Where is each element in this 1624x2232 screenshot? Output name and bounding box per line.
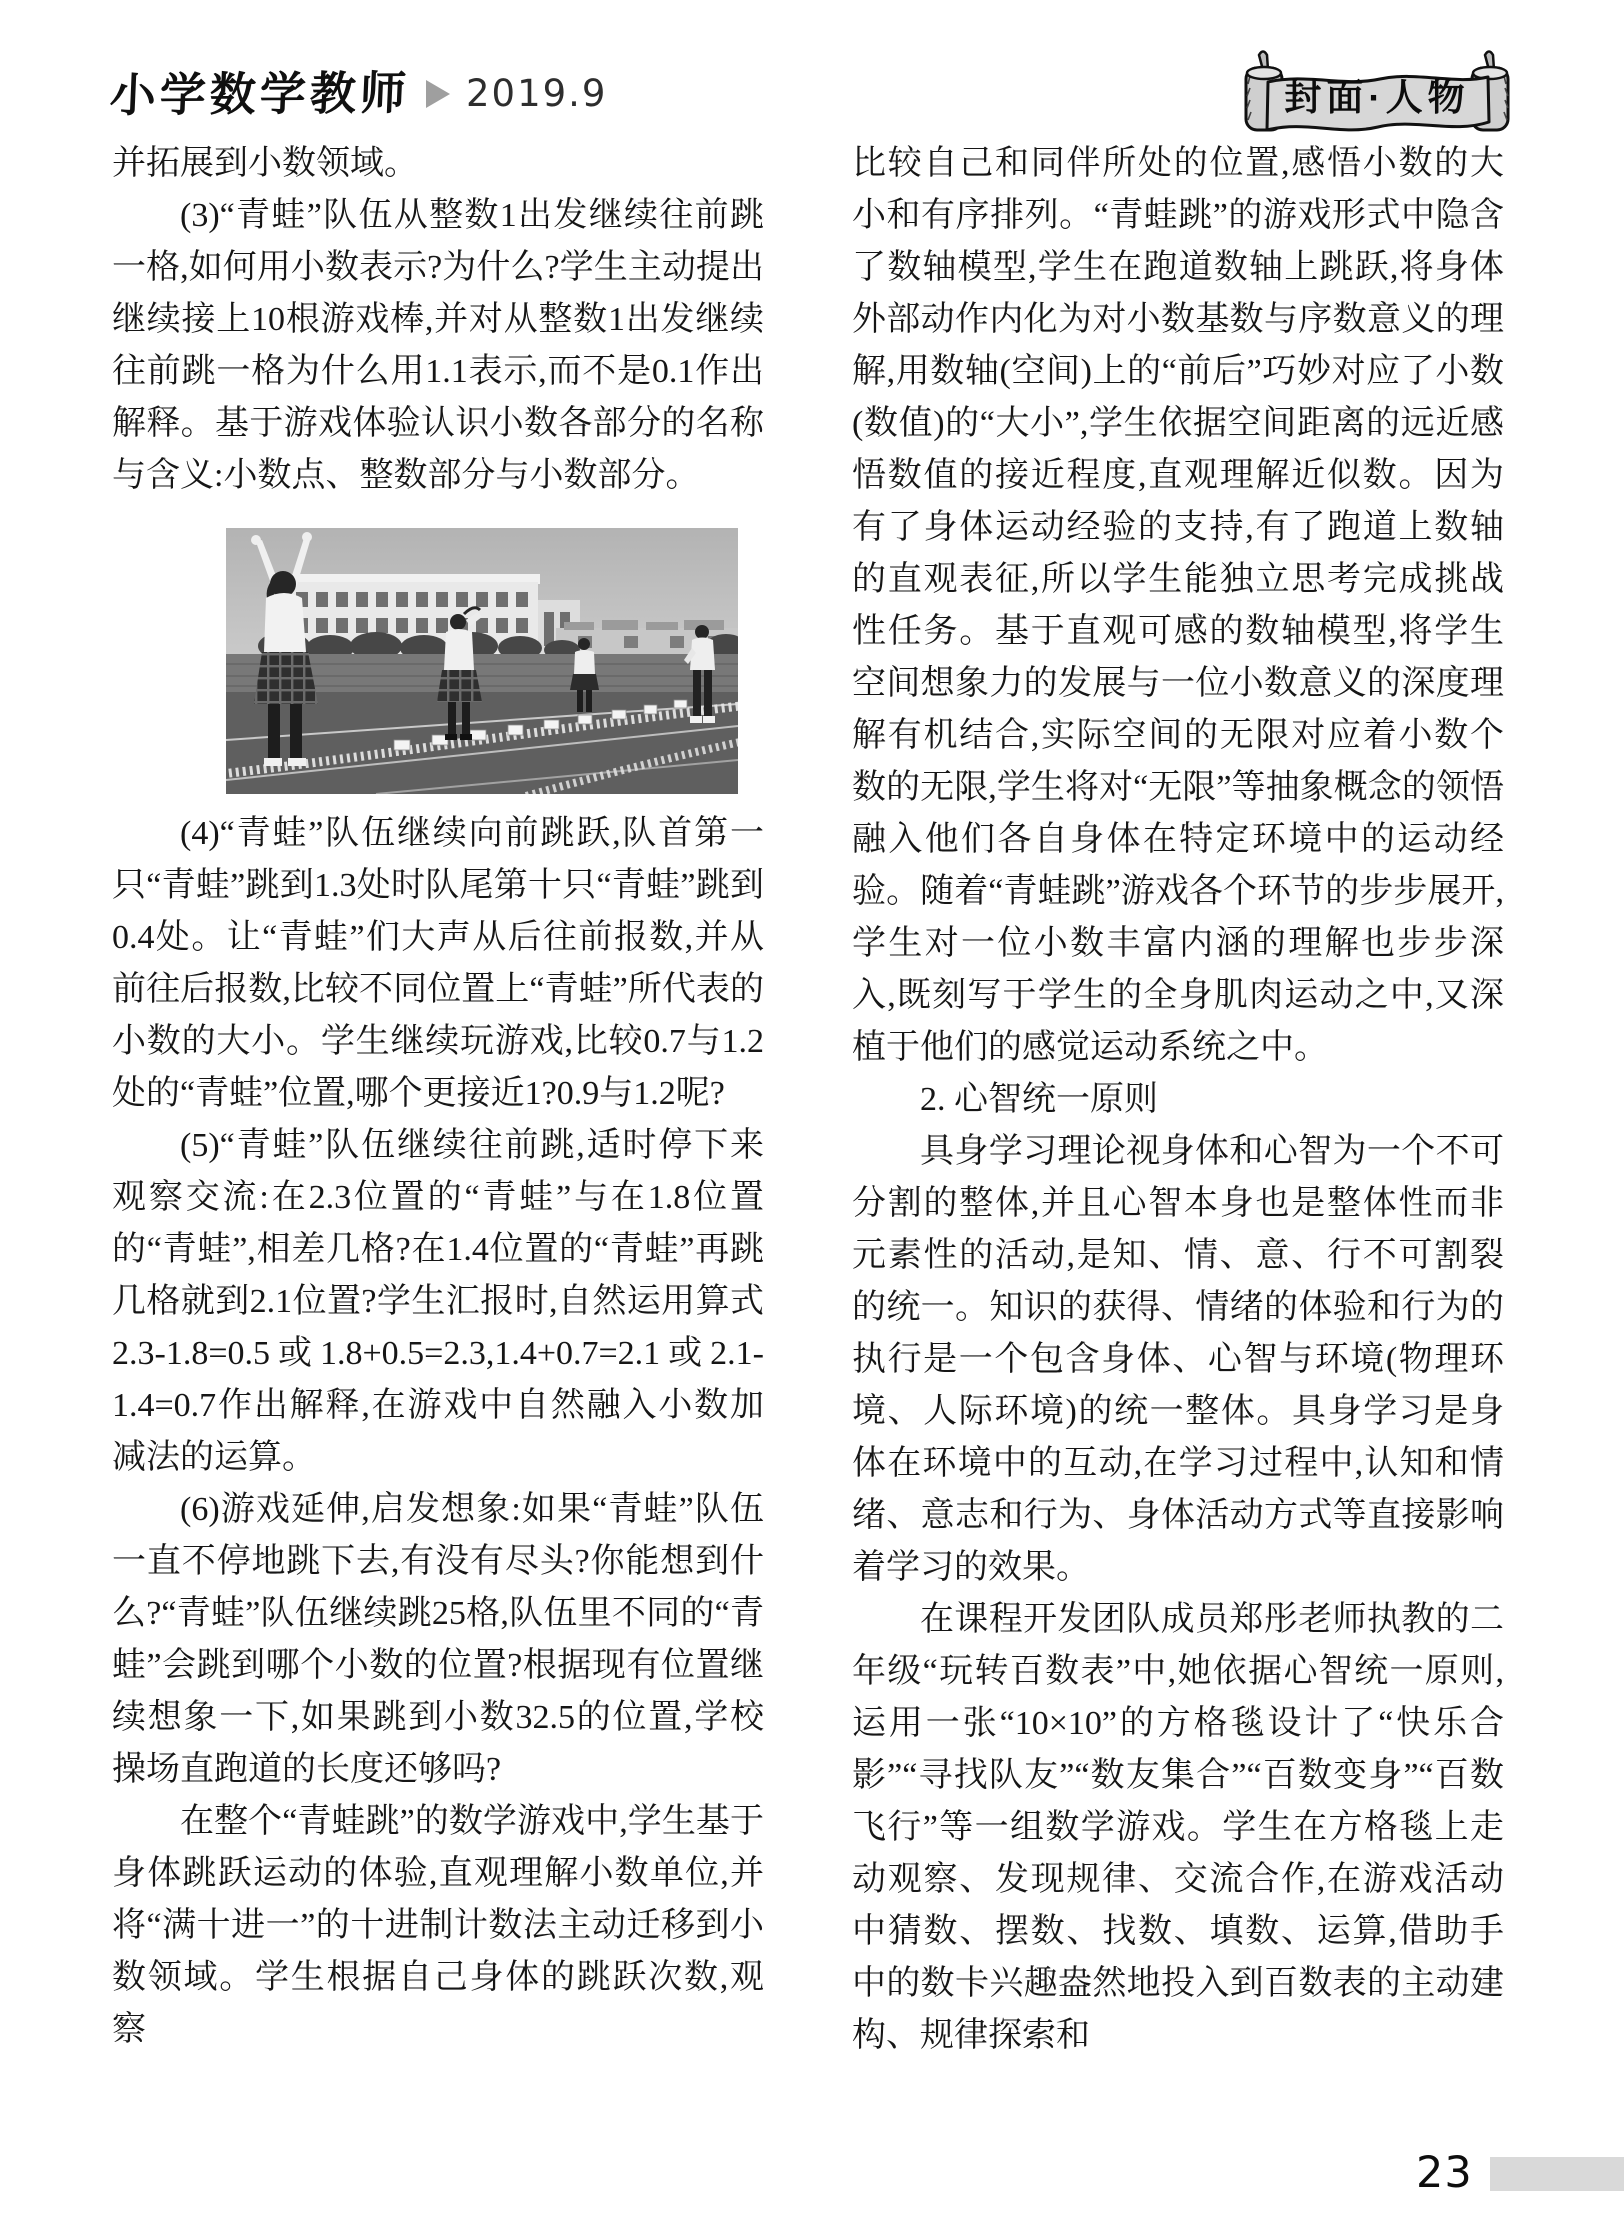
issue-number: 2019.9 — [466, 71, 608, 115]
playground-photo-illustration — [226, 528, 738, 794]
paragraph: 在课程开发团队成员郑彤老师执教的二年级“玩转百数表”中,她依据心智统一原则,运用一张“10×10”的方格毯设计了“快乐合影”“寻找队友”“数友集合”“百数变身”“百数飞行”等一组数学游戏。学生在方格毯上走动观察、发现规律、交流合作,在游戏活动中猜数、摆数、找数、填数、运算,借助手中的数卡兴趣盎然地投入到百数表的主动建构、规律探索和 — [852, 1601, 1504, 2054]
paragraph: (5)“青蛙”队伍继续往前跳,适时停下来观察交流:在2.3位置的“青蛙”与在1.8位置的“青蛙”,相差几格?在1.4位置的“青蛙”再跳几格就到2.1位置?学生汇报时,自然运用算式2.3-1.8=0.5或1.8+0.5=2.3,1.4+0.7=2.1或2.1-1.4=0.7作出解释,在游戏中自然融入小数加减法的运算。 — [112, 1127, 764, 1476]
paragraph: (6)游戏延伸,启发想象:如果“青蛙”队伍一直不停地跳下去,有没有尽头?你能想到什么?“青蛙”队伍继续跳25格,队伍里不同的“青蛙”会跳到哪个小数的位置?根据现有位置继续想象一下,如果跳到小数32.5的位置,学校操场直跑道的长度还够吗? — [112, 1491, 764, 1788]
section-banner — [1226, 46, 1528, 142]
article-photo — [226, 528, 738, 794]
paragraph: 具身学习理论视身体和心智为一个不可分割的整体,并且心智本身也是整体性而非元素性的活动,是知、情、意、行不可割裂的统一。知识的获得、情绪的体验和行为的执行是一个包含身体、心智与环境(物理环境、人际环境)的统一整体。具身学习是身体在环境中的互动,在学习过程中,认知和情绪、意志和行为、身体活动方式等直接影响着学习的效果。 — [852, 1133, 1504, 1586]
right-column — [852, 138, 1504, 2062]
issue-arrow-icon — [426, 80, 450, 108]
left-column — [112, 138, 764, 2062]
paragraph: (4)“青蛙”队伍继续向前跳跃,队首第一只“青蛙”跳到1.3处时队尾第十只“青蛙”跳到0.4处。让“青蛙”们大声从后往前报数,并从前往后报数,比较不同位置上“青蛙”所代表的小数的大小。学生继续玩游戏,比较0.7与1.2处的“青蛙”位置,哪个更接近1?0.9与1.2呢? — [112, 815, 764, 1112]
paragraph: 比较自己和同伴所处的位置,感悟小数的大小和有序排列。“青蛙跳”的游戏形式中隐含了数轴模型,学生在跑道数轴上跳跃,将身体外部动作内化为对小数基数与序数意义的理解,用数轴(空间)上的“前后”巧妙对应了小数(数值)的“大小”,学生依据空间距离的远近感悟数值的接近程度,直观理解近似数。因为有了身体运动经验的支持,有了跑道上数轴的直观表征,所以学生能独立思考完成挑战性任务。基于直观可感的数轴模型,将学生空间想象力的发展与一位小数意义的深度理解有机结合,实际空间的无限对应着小数个数的无限,学生将对“无限”等抽象概念的领悟融入他们各自身体在特定环境中的运动经验。随着“青蛙跳”游戏各个环节的步步展开,学生对一位小数丰富内涵的理解也步步深入,既刻写于学生的全身肌肉运动之中,又深植于他们的感觉运动系统之中。 — [852, 145, 1504, 1066]
page-number: 23 — [1416, 2148, 1473, 2198]
section-badge: 封面·人物 — [1284, 77, 1470, 118]
journal-logo: 小学数学教师 — [108, 65, 412, 123]
paragraph: 并拓展到小数领域。 — [112, 145, 418, 182]
journal-header — [108, 62, 608, 123]
subsection-heading: 2. 心智统一原则 — [920, 1081, 1158, 1118]
paragraph: 在整个“青蛙跳”的数学游戏中,学生基于身体跳跃运动的体验,直观理解小数单位,并将“满十进一”的十进制计数法主动迁移到小数领域。学生根据自己身体的跳跃次数,观察 — [112, 1803, 764, 2048]
footer-bar — [1490, 2157, 1624, 2191]
article-body — [112, 138, 1504, 2062]
paragraph: (3)“青蛙”队伍从整数1出发继续往前跳一格,如何用小数表示?为什么?学生主动提出继续接上10根游戏棒,并对从整数1出发继续往前跳一格为什么用1.1表示,而不是0.1作出解释。基于游戏体验认识小数各部分的名称与含义:小数点、整数部分与小数部分。 — [112, 197, 764, 494]
